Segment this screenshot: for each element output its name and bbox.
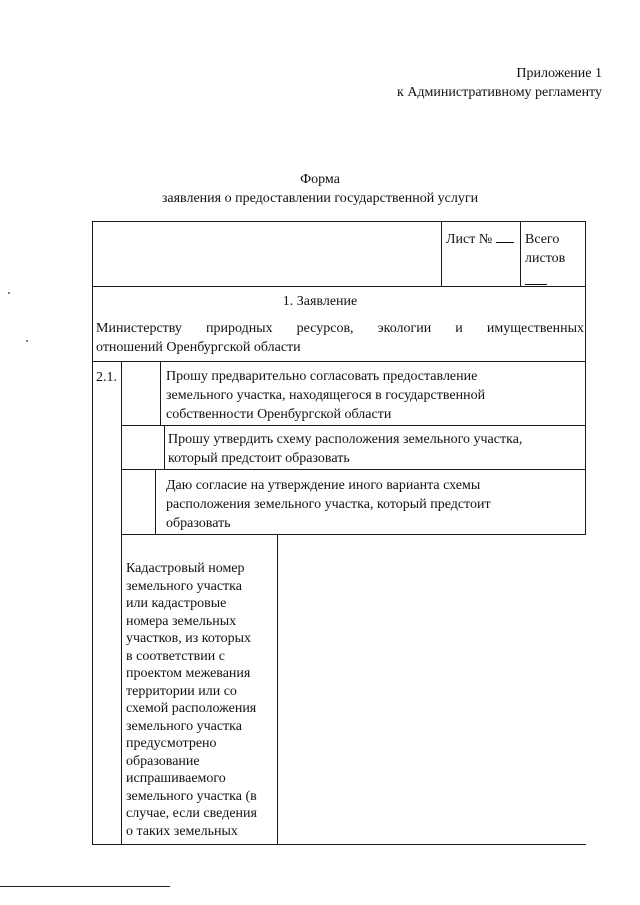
- checkbox-divider-2: [164, 425, 165, 469]
- cadastral-line: случае, если сведения: [126, 806, 257, 821]
- option-3-checkbox[interactable]: [122, 470, 155, 534]
- option-1-line-1: Прошу предварительно согласовать предоставление: [166, 369, 478, 384]
- total-sheets-line-1: Всего: [525, 232, 560, 247]
- cadastral-line: земельного участка: [126, 578, 242, 594]
- appendix-line-1: Приложение 1: [516, 66, 602, 81]
- appendix-note: [397, 64, 602, 102]
- option-1-text: [166, 367, 485, 424]
- total-sheets-label: [525, 230, 565, 291]
- sheet-number-label: [446, 230, 514, 249]
- scan-speck: [8, 292, 10, 294]
- option-separator-1: [121, 425, 586, 426]
- cadastral-line: предусмотрено: [126, 736, 217, 751]
- total-sheets-blank[interactable]: [525, 272, 547, 285]
- cadastral-value-field[interactable]: [278, 535, 585, 844]
- cadastral-line: земельного участка (в: [126, 788, 257, 804]
- table-border-bottom: [92, 844, 586, 845]
- form-title-line-1: Форма: [300, 172, 340, 187]
- checkbox-divider-3: [155, 470, 156, 534]
- option-2-text: [168, 430, 522, 468]
- sheet-number-blank[interactable]: [496, 230, 514, 243]
- table-border-top: [92, 221, 586, 222]
- table-border-left: [92, 221, 93, 845]
- header-bottom-line: [92, 286, 586, 287]
- section-bottom-line: [92, 361, 586, 362]
- option-2-line-2: который предстоит образовать: [168, 451, 350, 466]
- addressee-line-1: Министерству природных ресурсов, экологии и имущественных: [96, 321, 584, 336]
- addressee-line-2: отношений Оренбургской области: [96, 340, 301, 355]
- option-3-line-3: образовать: [166, 516, 231, 531]
- form-title: [0, 170, 640, 208]
- header-divider-1: [441, 221, 442, 287]
- total-sheets-line-2: листов: [525, 251, 566, 266]
- form-title-line-2: заявления о предоставлении государственной услуги: [161, 191, 479, 206]
- cadastral-line: проектом межевания: [126, 666, 251, 681]
- cadastral-line: или кадастровые: [126, 596, 227, 611]
- cadastral-line: Кадастровый номер: [126, 561, 245, 576]
- footnote-rule: [0, 886, 170, 887]
- cadastral-line: схемой расположения: [126, 701, 257, 716]
- checkbox-divider-1: [160, 361, 161, 425]
- scan-speck: [26, 340, 28, 342]
- option-2-checkbox[interactable]: [122, 426, 164, 469]
- addressee: [96, 319, 584, 357]
- cadastral-line: в соответствии с: [126, 648, 225, 664]
- cadastral-line: образование: [126, 753, 200, 769]
- appendix-line-2: к Административному регламенту: [397, 85, 602, 100]
- option-1-checkbox[interactable]: [122, 362, 160, 425]
- option-1-line-2: земельного участка, находящегося в государственной: [166, 388, 486, 403]
- cadastral-line: номера земельных: [126, 613, 237, 629]
- cadastral-label: [126, 560, 276, 840]
- cadastral-line: участков, из которых: [126, 631, 252, 646]
- cadastral-line: о таких земельных: [126, 823, 238, 839]
- option-3-line-1: Даю согласие на утверждение иного варианта схемы: [166, 478, 481, 493]
- option-separator-2: [121, 469, 586, 470]
- item-number: 2.1.: [96, 370, 117, 385]
- option-3-text: [166, 476, 491, 533]
- cadastral-line: земельного участка: [126, 718, 242, 734]
- cadastral-line: территории или со: [126, 683, 237, 699]
- sheet-number-text: Лист №: [446, 232, 493, 247]
- table-border-right: [585, 221, 586, 534]
- cadastral-line: испрашиваемого: [126, 771, 226, 786]
- section-heading: 1. Заявление: [282, 294, 358, 309]
- option-2-line-1: Прошу утвердить схему расположения земельного участка,: [168, 432, 523, 447]
- option-3-line-2: расположения земельного участка, который предстоит: [166, 497, 491, 512]
- header-divider-2: [520, 221, 521, 287]
- option-1-line-3: собственности Оренбургской области: [166, 407, 392, 422]
